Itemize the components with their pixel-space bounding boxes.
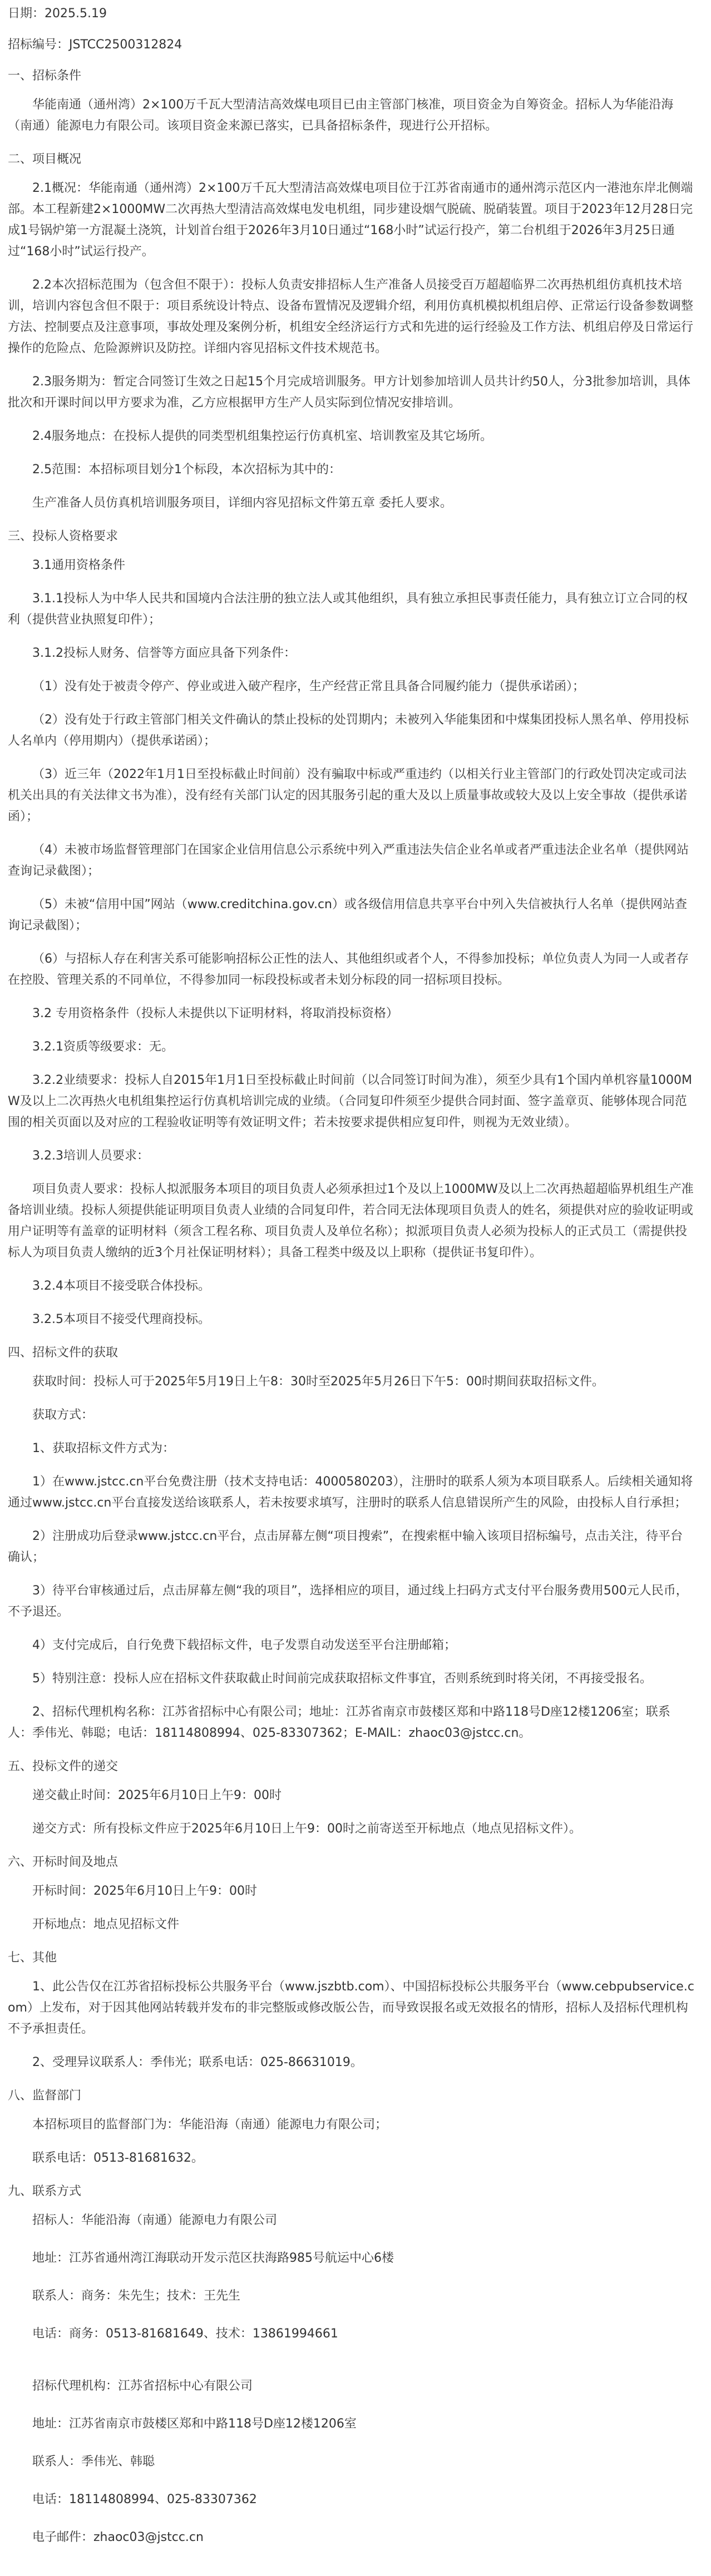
- tenderer-name: 招标人：华能沿海（南通）能源电力有限公司: [32, 2213, 278, 2227]
- agency-email: 电子邮件：zhaoc03@jstcc.cn: [32, 2530, 204, 2544]
- section-2-title: 二、项目概况: [8, 152, 82, 166]
- agency-contact: 联系人：季伟光、韩聪: [32, 2455, 155, 2469]
- qualification-item-4: （4）未被市场监督管理部门在国家企业信用信息公示系统中列入严重违法失信企业名单或者严重违法企业名单（提供网站查询记录截图）；: [8, 843, 689, 878]
- section-8-title: 八、监督部门: [8, 2089, 82, 2103]
- section-3-1-2: 3.1.2投标人财务、信誉等方面应具备下列条件：: [32, 646, 296, 660]
- section-3-2-5: 3.2.5本项目不接受代理商投标。: [32, 1312, 210, 1326]
- acquisition-step-3: 3）待平台审核通过后，点击屏幕左侧“我的项目”，选择相应的项目，通过线上扫码方式支付平台服务费用500元人民币，不予退还。: [8, 1584, 688, 1619]
- publication-notice: 1、此公告仅在江苏省招标投标公共服务平台（www.jszbtb.com）、中国招标投标公共服务平台（www.cebpubservice.com）上发布，对于因其他网站转载并发布的非完整版或修改版公告，而导致误报名或无效报名的情形，招标人及招标代理机构不予承担责任。: [8, 1980, 694, 2036]
- section-3-1-1: 3.1.1投标人为中华人民共和国境内合法注册的独立法人或其他组织，具有独立承担民事责任能力，具有独立订立合同的权利（提供营业执照复印件）；: [8, 592, 688, 627]
- submission-deadline: 递交截止时间：2025年6月10日上午9：00时: [32, 1789, 282, 1802]
- qualification-item-5: （5）未被“信用中国”网站（www.creditchina.gov.cn）或各级信用信息共享平台中列入失信被执行人名单（提供网站查询记录截图）；: [8, 898, 687, 933]
- tenderer-contact: 联系人：商务：朱先生；技术：王先生: [32, 2289, 241, 2303]
- agency-name: 招标代理机构：江苏省招标中心有限公司: [32, 2379, 253, 2393]
- section-7-title: 七、其他: [8, 1951, 57, 1965]
- supervision-phone: 联系电话：0513-81681632。: [32, 2151, 204, 2165]
- tenderer-phone: 电话：商务：0513-81681649、技术：13861994661: [32, 2327, 338, 2341]
- section-4-title: 四、招标文件的获取: [8, 1346, 119, 1360]
- qualification-item-3: （3）近三年（2022年1月1日至投标截止时间前）没有骗取中标或严重违约（以相关行业主管部门的行政处罚决定或司法机关出具的有关法律文书为准），没有经有关部门认定的因其服务引起的重大及以上质量事故或较大及以上安全事故（提供承诺函）；: [8, 767, 688, 824]
- section-3-2-4: 3.2.4本项目不接受联合体投标。: [32, 1279, 210, 1293]
- acquisition-step-4: 4）支付完成后，自行免费下载招标文件，电子发票自动发送至平台注册邮箱；: [32, 1638, 456, 1652]
- opening-time: 开标时间：2025年6月10日上午9：00时: [32, 1884, 257, 1898]
- section-1-body: 华能南通（通州湾）2×100万千瓦大型清洁高效煤电项目已由主管部门核准，项目资金为自筹资金。招标人为华能沿海（南通）能源电力有限公司。该项目资金来源已落实，已具备招标条件，现进行公开招标。: [8, 98, 674, 133]
- section-2-2: 2.2本次招标范围为（包含但不限于）：投标人负责安排招标人生产准备人员接受百万超超临界二次再热机组仿真机技术培训，培训内容包含但不限于：项目系统设计特点、设备布置情况及逻辑介绍，利用仿真机模拟机组启停、正常运行设备参数调整方法、控制要点及注意事项，事故处理及案例分析，机组安全经济运行方式和先进的运行经验及工作方法、机组启停及日常运行操作的危险点、危险源辨识及防控。详细内容见招标文件技术规范书。: [8, 278, 694, 355]
- acquisition-step-2: 2）注册成功后登录www.jstcc.cn平台，点击屏幕左侧“项目搜索”，在搜索框中输入该项目招标编号，点击关注，待平台确认；: [8, 1529, 683, 1564]
- acquisition-step-5: 5）特别注意：投标人应在招标文件获取截止时间前完成获取招标文件事宜，否则系统到时将关闭，不再接受报名。: [32, 1672, 653, 1686]
- qualification-item-2: （2）没有处于行政主管部门相关文件确认的禁止投标的处罚期内；未被列入华能集团和中煤集团投标人黑名单、停用投标人名单内（停用期内）（提供承诺函）；: [8, 713, 689, 748]
- announcement-date: 日期：2025.5.19: [8, 7, 107, 21]
- acquisition-step-1: 1）在www.jstcc.cn平台免费注册（技术支持电话：4000580203），注册时的联系人须为本项目联系人。后续相关通知将通过www.jstcc.cn平台直接发送给该联系人，若未按要求填写，注册时的联系人信息错误所产生的风险，由投标人自行承担；: [8, 1475, 693, 1510]
- section-5-title: 五、投标文件的递交: [8, 1760, 119, 1774]
- section-1-title: 一、招标条件: [8, 69, 82, 83]
- opening-location: 开标地点：地点见招标文件: [32, 1918, 180, 1931]
- section-9-title: 九、联系方式: [8, 2184, 82, 2198]
- agency-address: 地址：江苏省南京市鼓楼区郑和中路118号D座12楼1206室: [32, 2417, 357, 2431]
- document-acquisition-method: 获取方式：: [32, 1408, 94, 1422]
- section-3-2-title: 3.2 专用资格条件（投标人未提供以下证明材料，将取消投标资格）: [32, 1007, 398, 1021]
- qualification-item-1: （1）没有处于被责令停产、停业或进入破产程序，生产经营正常且具备合同履约能力（提供承诺函）；: [32, 680, 585, 693]
- acquisition-step-heading: 1、获取招标文件方式为：: [32, 1441, 175, 1455]
- tenderer-address: 地址：江苏省通州湾江海联动开发示范区扶海路985号航运中心6楼: [32, 2251, 394, 2265]
- section-6-title: 六、开标时间及地点: [8, 1855, 119, 1869]
- agency-info: 2、招标代理机构名称：江苏省招标中心有限公司；地址：江苏省南京市鼓楼区郑和中路118号D座12楼1206室；联系人：季伟光、韩聪；电话：18114808994、025-83307362；E-MAIL：zhaoc03@jstcc.cn。: [8, 1705, 670, 1740]
- tender-number: 招标编号：JSTCC2500312824: [8, 38, 182, 52]
- contact-spacer: [8, 2361, 694, 2376]
- project-manager-requirements: 项目负责人要求：投标人拟派服务本项目的项目负责人必须承担过1个及以上1000MW及以上二次再热超超临界机组生产准备培训业绩。投标人须提供能证明项目负责人业绩的合同复印件，若合同无法体现项目负责人的姓名，须提供对应的验收证明或用户证明等有盖章的证明材料（须含工程名称、项目负责人及单位名称）；拟派项目负责人必须为投标人的正式员工（需提供投标人为项目负责人缴纳的近3个月社保证明材料）；具备工程类中级及以上职称（提供证书复印件）。: [8, 1182, 694, 1260]
- section-3-2-1: 3.2.1资质等级要求：无。: [32, 1040, 174, 1054]
- section-3-2-2: 3.2.2业绩要求：投标人自2015年1月1日至投标截止时间前（以合同签订时间为准），须至少具有1个国内单机容量1000MW及以上二次再热火电机组集控运行仿真机培训完成的业绩。（合同复印件须至少提供合同封面、签字盖章页、能够体现合同范围的相关页面以及对应的工程验收证明等有效证明文件；若未按要求提供相应复印件，则视为无效业绩）。: [8, 1073, 692, 1130]
- section-3-1-title: 3.1通用资格条件: [32, 558, 125, 572]
- section-2-4: 2.4服务地点：在投标人提供的同类型机组集控运行仿真机室、培训教室及其它场所。: [32, 429, 492, 443]
- section-2-1: 2.1概况：华能南通（通州湾）2×100万千瓦大型清洁高效煤电项目位于江苏省南通市的通州湾示范区内一港池东岸北侧端部。本工程新建2×1000MW二次再热大型清洁高效煤电发电机组，同步建设烟气脱硫、脱硝装置。项目于2023年12月28日完成1号锅炉第一方混凝土浇筑，计划首台组于2026年3月10日通过“168小时”试运行投产，第二台机组于2026年3月25日通过“168小时”试运行投产。: [8, 181, 693, 259]
- section-2-5: 2.5范围：本招标项目划分1个标段，本次招标为其中的：: [32, 463, 341, 477]
- supervision-department: 本招标项目的监督部门为：华能沿海（南通）能源电力有限公司；: [32, 2118, 388, 2132]
- qualification-item-6: （6）与招标人存在利害关系可能影响招标公正性的法人、其他组织或者个人，不得参加投标；单位负责人为同一人或者存在控股、管理关系的不同单位，不得参加同一标段投标或者未划分标段的同一招标项目投标。: [8, 952, 689, 987]
- section-2-3: 2.3服务期为：暂定合同签订生效之日起15个月完成培训服务。甲方计划参加培训人员共计约50人，分3批参加培训，具体批次和开课时间以甲方要求为准，乙方应根据甲方生产人员实际到位情况安排培训。: [8, 375, 690, 410]
- section-3-2-3: 3.2.3培训人员要求：: [32, 1149, 149, 1163]
- section-3-title: 三、投标人资格要求: [8, 529, 119, 543]
- agency-phone: 电话：18114808994、025-83307362: [32, 2493, 257, 2506]
- objection-contact: 2、受理异议联系人：季伟光；联系电话：025-86631019。: [32, 2055, 363, 2069]
- submission-method: 递交方式：所有投标文件应于2025年6月10日上午9：00时之前寄送至开标地点（地点见招标文件）。: [32, 1822, 581, 1836]
- document-acquisition-time: 获取时间：投标人可于2025年5月19日上午8：30时至2025年5月26日下午5：00时期间获取招标文件。: [32, 1375, 604, 1389]
- section-2-5-detail: 生产准备人员仿真机培训服务项目，详细内容见招标文件第五章 委托人要求。: [32, 496, 452, 510]
